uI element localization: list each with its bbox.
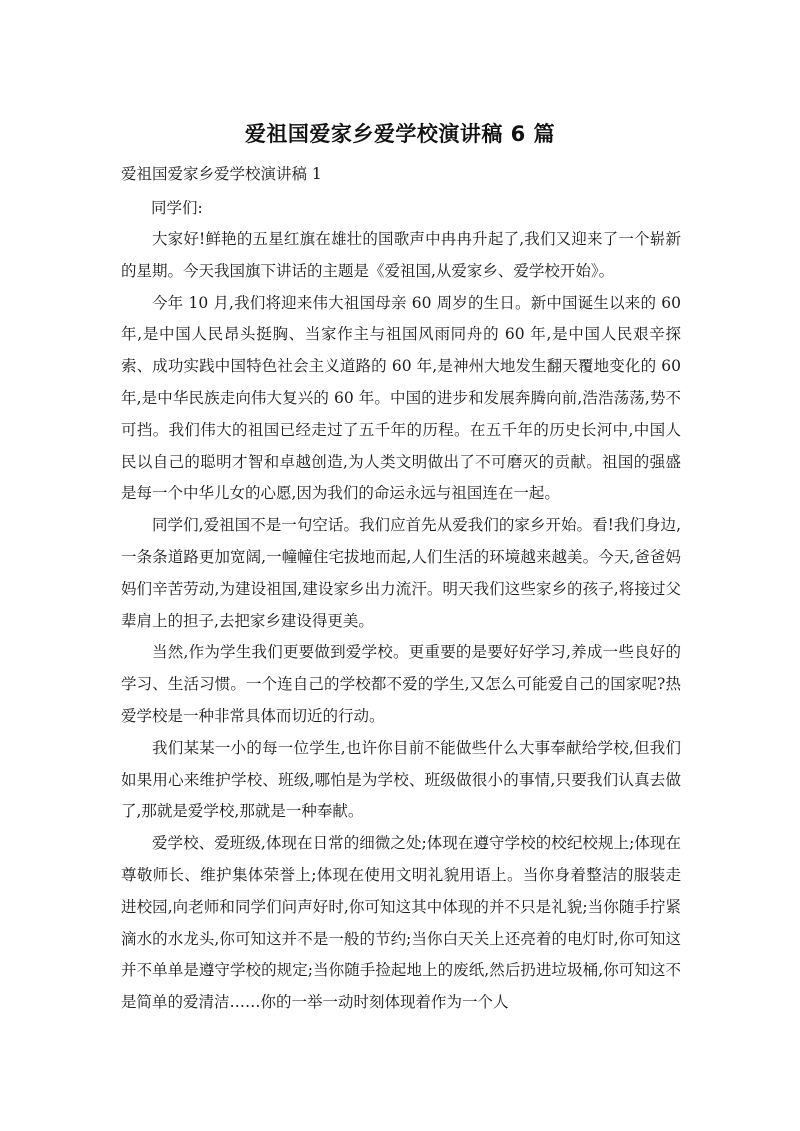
speech-body [121,224,681,1019]
paragraph-hometown: 同学们,爱祖国不是一句空话。我们应首先从爱我们的家乡开始。看!我们身边,一条条道路更加宽阔,一幢幢住宅拔地而起,人们生活的环境越来越美。今天,爸爸妈妈们辛苦劳动,为建设祖国,建设家乡出力流汗。明天我们这些家乡的孩子,将接过父辈肩上的担子,去把家乡建设得更美。 [121,516,681,630]
speech-greeting: 同学们: [151,199,203,217]
paragraph-school: 当然,作为学生我们更要做到爱学校。更重要的是要好好学习,养成一些良好的学习、生活习惯。一个连自己的学校都不爱的学生,又怎么可能爱自己的国家呢?热爱学校是一种非常具体而切近的行动。 [121,643,681,725]
paragraph-daily-details: 爱学校、爱班级,体现在日常的细微之处;体现在遵守学校的校纪校规上;体现在尊敬师长、维护集体荣誉上;体现在使用文明礼貌用语上。当你身着整洁的服装走进校园,向老师和同学们问声好时,你可知这其中体现的并不只是礼貌;当你随手拧紧滴水的水龙头,你可知这并不是一般的节约;当你白天关上还亮着的电灯时,你可知这并不单单是遵守学校的规定;当你随手捡起地上的废纸,然后扔进垃圾桶,你可知这不是简单的爱清洁……你的一举一动时刻体现着作为一个人 [121,834,681,1012]
speech-subtitle: 爱祖国爱家乡爱学校演讲稿 1 [121,165,322,183]
document-title: 爱祖国爱家乡爱学校演讲稿 6 篇 [244,122,556,146]
paragraph-contribution: 我们某某一小的每一位学生,也许你目前不能做些什么大事奉献给学校,但我们如果用心来维护学校、班级,哪怕是为学校、班级做很小的事情,只要我们认真去做了,那就是爱学校,那就是一种奉献。 [121,738,681,821]
paragraph-opening: 大家好!鲜艳的五星红旗在雄壮的国歌声中冉冉升起了,我们又迎来了一个崭新的星期。今天我国旗下讲话的主题是《爱祖国,从爱家乡、爱学校开始》。 [121,230,681,280]
paragraph-motherland: 今年 10 月,我们将迎来伟大祖国母亲 60 周岁的生日。新中国诞生以来的 60 年,是中国人民昂头挺胸、当家作主与祖国风雨同舟的 60 年,是中国人民艰辛探索、成功实践中国特色社会主义道路的 60 年,是神州大地发生翻天覆地变化的 60 年,是中华民族走向伟大复兴的 60 年。中国的进步和发展奔腾向前,浩浩荡荡,势不可挡。我们伟大的祖国已经走过了五千年的历程。在五千年的历史长河中,中国人民以自己的聪明才智和卓越创造,为人类文明做出了不可磨灭的贡献。祖国的强盛是每一个中华儿女的心愿,因为我们的命运永远与祖国连在一起。 [121,293,681,503]
